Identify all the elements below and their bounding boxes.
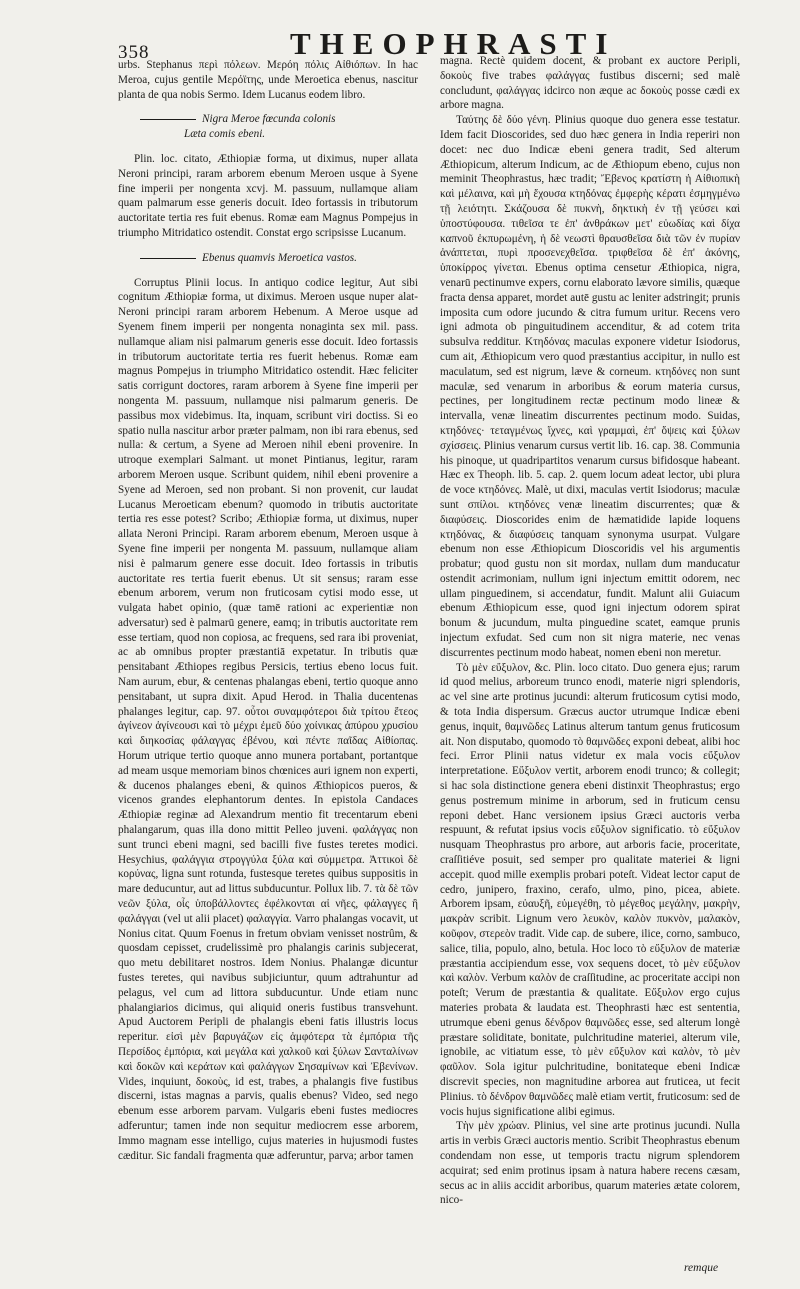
right-paragraph-3: Τὸ μὲν εὔξυλον, &c. Plin. loco citato. Duo genera ejus; rarum id quod melius, arboreum trunco enodi, materie nigri splendoris, ac vel sine arte protinus jucundi: alterum fruticosum cytisi modo, & tota India dispersum. Græcus auctor utrumque Indicæ ebeni genus, inquit, θαμνῶδες Latinus alterum tantum genus fruticosum ait. Non disputabo, quomodo τὸ θαμνῶδες exponi debeat, alibi hoc feci. Error Plinii natus videtur ex mala vocis εὔξυλον interpretatione. Εὔξυλον vertit, arborem enodi trunco; & collegit; si hac sola distinctione genera ebeni distinxit Theophrastus; ergo genus postremum minime in arborum, sed in fruticum censu reponi debet. Hanc versionem ipsius Græci auctoris verba respuunt, & refutat ipsius vocis εὔξυλον significatio. τὸ εὔξυλον nusquam Theophrastus pro arbore, aut arboris facie, proceritate, craſſitiéve posuit, sed semper pro qualitate materiei & ligni accepit. quod mille exemplis probari poteſt. Videat lector caput de cedro, junipero, fraxino, cerafo, ulmo, pino, picea, abiete. Arborem ipsam, εὐαυξῆ, εὐμεγέθη, τὸ μέγεθος μεγάλην, μακρὴν, μακρὰν scribit. Lignum vero λευκὸν, καλὸν πυκνὸν, μαλακὸν, κοῦφον, στερεὸν tradit. Vide cap. de subere, ilice, corno, sambuco, salice, tilia, populo, alno, betula. Hoc loco τὸ εὔξυλον de materiæ præstantia accipiendum esse, vox sequens docet, τὸ μὲν εὔξυλον καὶ καλὸν. Verbum καλὸν de craſſitudine, ac proceritate accipi non poteſt; Verum de præstantia & qualitate. Εὔξυλον ergo cujus materies probata & laudata est. Theophrasti hæc est sententia, utrumque ebeni genus δένδρον θαμνῶδες esse, sed alterum longè præstare soliditate, bonitate, pulchritudine materiei, alterum vile, ignobile, ac vitiatum esse, τὸ μὲν εὔξυλον καὶ καλὸν, τὸ μὲν φαῦλον. Sola igitur pulchritudine, bonitateque ebeni Indicæ discrevit species, non magnitudine arborea aut fruticea, ut fecit Plinius. τὸ δένδρον θαμνῶδες malè etiam vertit, fruticosum: sed de vocis hujus significatione alibi egimus. [440, 661, 740, 1118]
verse-line: Læta comis ebeni. [184, 128, 266, 141]
right-column [440, 54, 740, 1208]
verse-rule [140, 119, 196, 120]
page-header [0, 0, 800, 63]
verse-line: Nigra Meroe fœcunda colonis [202, 113, 336, 126]
left-paragraph-3: Corruptus Plinii locus. In antiquo codice legitur, Aut sibi cognitum Æthiopiæ forma, ut diximus. Meroen usque nuper alat-Neroni principi raram arborem Hebenum. A Meroe usque ad Syenem finem imperii per nongenta nonaginta sex mil. pass. nullamque aliam nisi palmarum generis esse docuit. Ideo fortassis in tributorum auctoritate tertia res fuerit hebenus. Romæ eam magnus Pompejus in triumpho Mitridatico ostendit. Hæc feliciter satis corrigunt doctores, raram arborem à Syene fine imperii per nongenta M. passuum, nullamque nisi palmarum generis. De passibus mox videbimus. Ita, inquam, scribunt viri doctiss. Si eo spatio nulla nascitur arbor præter palmam, non ibi rara ebenus, sed nulla: & certum, a Syene ad Meroen nihil ebeni provenire. In utroque exemplari Salmant. ut monet Pintianus, legitur, raram arborem Meroen usque. Scribunt quidem, nihil ebeni provenire a Syene ad Meroen, sed non probant. Si non provenit, cur laudat Lucanus Meroeticam ebenum? quomodo in tributis auctoritate tertia res esse potest? Scribo; Æthiopiæ forma, ut diximus, nuper allata Neroni Principi. Raram arborem ebenum, Meroen usque à Syene fine imperii per nongenta M. passuum, nullamque aliam nisi è palmarum genere esse docuit. Ideo fortassis in tributis auctoritate res tertia fuerit ebenus. Ut sit sensus; raram esse ebenum arborem, verum non fruticosam cytisi modo esse, ut vulgata habet opinio, (quæ tamē rationi ac experientiæ non adversatur) sed è palmarū genere, eamq; in tributis auctoritate rem esse tertiam, quod non copiosa, ac frequens, sed rara ibi proveniat, ac ab omnibus propter præstantiā expetatur. In tributis quæ pensitabant Æthiopes regibus Persicis, tertius ebeno locus fuit. Nam aurum, ebur, & centenas phalangas ebeni, tertio quoque anno pensitabant, ut supra dixit. Apud Herod. in Thalia ducentenas phalanges legitur, cap. 97. οὗτοι συναμφότεροι διὰ τρίτου ἔτεος ἀγίνεον ἀγίνεουσι καὶ τὸ μέχρι ἐμεῦ δύο χοίνικας ἀπύρου χρυσίου καὶ διηκοσίας φάλαγγας ἐβένου, καὶ πέντε παῖδας Αἰθίοπας. Horum utrique tertio quoque anno munera portabant, portantque ad meam usque memoriam binos chœnices auri ignem non experti, & ducenos phalanges ebeni, & quinos Æthiopicos pueros, & vicenos grandes elephantorum dentes. In epistola Candaces Æthiopiæ reginæ ad Alexandrum mentio fit trecentarum ebeni phalangarum, quas illa dono mittit Pelleo juveni. φαλάγγας non sunt trunci ebeni magni, sed bacilli five fustes teretes modici. Hesychius, φαλάγγια στρογγύλα ξύλα καὶ σύμμετρα. Ἀττικοὶ δὲ κορύνας, ligna sunt rotunda, fustesque teretes quibus suppositis in mare deducuntur, aut ad littus subducuntur. Pollux lib. 7. τὰ δὲ τῶν νεῶν ξύλα, οἷς ὑποβάλλοντες ἐφέλκονται αἱ νῆες, φάλαγγες ἢ φαλάγγαι (vel ut alii placet) φαλαγγία. Varro phalangas vocavit, ut Nonius citat. Quum Foenus in fretum obviam venisset nostrûm, & quosdam cepisset, crudelissimè pro phalangis carinis subjecerat, quo metu debilitaret nostros. Idem Nonius. Phalangæ dicuntur fustes teretes, qui navibus subjiciuntur, quum adtrahuntur ad pelagus, vel cum ad littora subducuntur. Unde etiam nunc phalangiarios dicimus, qui aliquid oneris fustibus transvehunt. Apud Auctorem Peripli de phalangis ebeni fatis illustris locus reperitur. εἰσὶ μὲν βαρυγάζων εἰς ἀμφότερα τὰ ἐμπόρια τῆς Περσίδος ἐμπόρια, καὶ μεγάλα καὶ χαλκοῦ καὶ ξύλων Σανταλίνων καὶ δοκῶν καὶ κεράτων καὶ φαλάγγων Σησαμίνων καὶ Ἐβενίνων. Vides, inquiunt, δοκοὺς, id est, trabes, a phalangis five fustibus discerni, istas magnas a parvis, qualis ebenus? Video, sed nego ebenum esse arborem parvam. Vulgaris ebeni fustes mediocres adferuntur; tamen inde non sequitur mediocrem esse arborem, Immo magnam esse intelligo, cujus materies in hujusmodi fustes cæditur. Sic fandali fragmenta quæ adferuntur, parva; arbor tamen [118, 276, 418, 1162]
right-paragraph-4: Τὴν μὲν χρώαν. Plinius, vel sine arte protinus jucundi. Nulla artis in verbis Græci auctoris mentio. Scribit Theophrastus ebenum condendam non esse, ut temporis tractu nigrum splendorem acquirat; sed enim protinus ipsam à natura habere recens cæsam, secus ac in aliis accidit arboribus, quarum materies ætate colorem, nico- [440, 1120, 740, 1207]
running-title: THEOPHRASTI [290, 26, 617, 61]
verse-quote-2 [140, 251, 418, 266]
left-paragraph-1: urbs. Stephanus περὶ πόλεων. Μερόη πόλις Αἰθιόπων. In hac Meroa, cujus gentile Μερόϊτης, unde Meroetica ebenus, nascitur planta de qua nobis Sermo. Idem Lucanus eodem libro. [118, 59, 418, 101]
left-paragraph-2: Plin. loc. citato, Æthiopiæ forma, ut diximus, nuper allata Neroni principi, raram arborem ebenum Meroen usque à Syene fine imperii per nongenta xcvj. M. passuum, nullamque aliam quam palmarum esse generis docuit. Ideo fortassis in tributorum auctoritate tertia res fuit ebenus. Romæ eam Magnus Pompejus in triumpho Mitridatico ostendit. Constat ergo scripsisse Lucanum. [118, 152, 418, 239]
page-number: 358 [118, 42, 150, 63]
verse-line: Ebenus quamvis Meroetica vastos. [202, 251, 357, 264]
verse-quote-1 [140, 112, 418, 142]
left-column [118, 58, 418, 1163]
verse-rule [140, 258, 196, 259]
right-paragraph-1: magna. Rectè quidem docent, & probant ex auctore Peripli, δοκοὺς five trabes φαλάγγας fustibus discerni; sed malè concludunt, φαλάγγας idcirco non æque ac δοκοὺς posse cædi ex arbore magna. [440, 55, 740, 112]
catchword: remque [684, 1262, 719, 1274]
right-paragraph-2: Ταύτης δὲ δύο γένη. Plinius quoque duo genera esse testatur. Idem facit Dioscorides, sed duo hæc genera in India reperiri non docet: nec duo Indicæ ebeni genera tradit, Sed alterum Æthiopicum, alterum Indicum, ac de Æthiopum ebeno, cujus non meminit Theophrastus, hæc tradit; Ἔβενος κρατίστη ἡ Αἰθιοπικὴ καὶ μέλαινα, καὶ μὴ ἔχουσα κτηδόνας ἐμφερὴς κέρατι ἐσμηγμένω τῇ λειότητι. Σκάζουσα δὲ πυκνὴ, δηκτικὴ ἐν τῇ γεύσει καὶ ὑποστύφουσα. τιθεῖσα τε ἐπ' ἀνθράκων μετ' εὐωδίας καὶ δίχα καπνοῦ ἐκπυρωμένη, ἡ δὲ νεωστὶ θραυσθεῖσα διὰ τῶν ἐν πυρίαν ἀνάπτεται, πυρὶ προσενεχθεῖσα. τριφθεῖσα δὲ ἐπ' ἀκόνης, ὑποκίρρος γίνεται. Ebenus optima censetur Æthiopica, nigra, venarū pectinumve expers, cornu elaborato lævore similis, quæque fracta densa apparet, mordet autē gustu ac leniter adstringit; prunis imposita cum odore jucundo & citra fumum uritur. Recens vero igni admota ob pinguitudinem accenditur, & ad cotem trita subsulva redditur. Κτηδόνας maculas exponere videtur Isiodorus, cum ait, Æthiopicum vero quod præstantius accipitur, in nullo est maculatum, sed est nigrum, læve & corneum. κτηδόνες non sunt maculæ, sed venarum in arboribus & eorum materia cursus, pectines, per longitudinem rectæ pectinum modo lineæ & intervalla, venæ lineatim discurrentes pectinum modo. Suidas, κτηδόνες· τεταγμένως ἴχνες, καὶ γραμμαὶ, ἐπ' ὄψεις καὶ ξύλων σχίσσεις. Plinius venarum cursus vertit lib. 16. cap. 38. Communia his pinoque, ut quadripartitos venarum cursus bifidosque habeant. Hæc ex Theoph. lib. 5. cap. 2. quem locum adeat lector, ubi plura de voce κτηδόνες. Malè, ut dixi, maculas vertit Isiodorus; maculæ sunt σπίλοι. κτηδόνες venæ lineatim discurrentes; quæ & διαφύσεις. Dioscorides enim de hæmatidide lapide loquens κτηδόνας, & διαφύσεις tanquam synonyma usurpat. Vulgare ebenum non esse Æthiopicum Dioscoridis vel his argumentis probatur; quod gustu non sit mordax, nullam dum manducatur ostendit acrimoniam, nullum igni injectum emittit odorem, nec ullam pinguedinem, si accendatur, fundit. Malunt alii Guiacum ebenum Æthiopicum esse, quod igni injectum odorem spirat bonum & jucundum, multa pinguedine scatet, eamque prunis injectum exfudat. Sed cum non sit nigra materie, nec venas discurrentes pectinum modo habeat, nomen ebeni non meretur. [440, 114, 740, 659]
